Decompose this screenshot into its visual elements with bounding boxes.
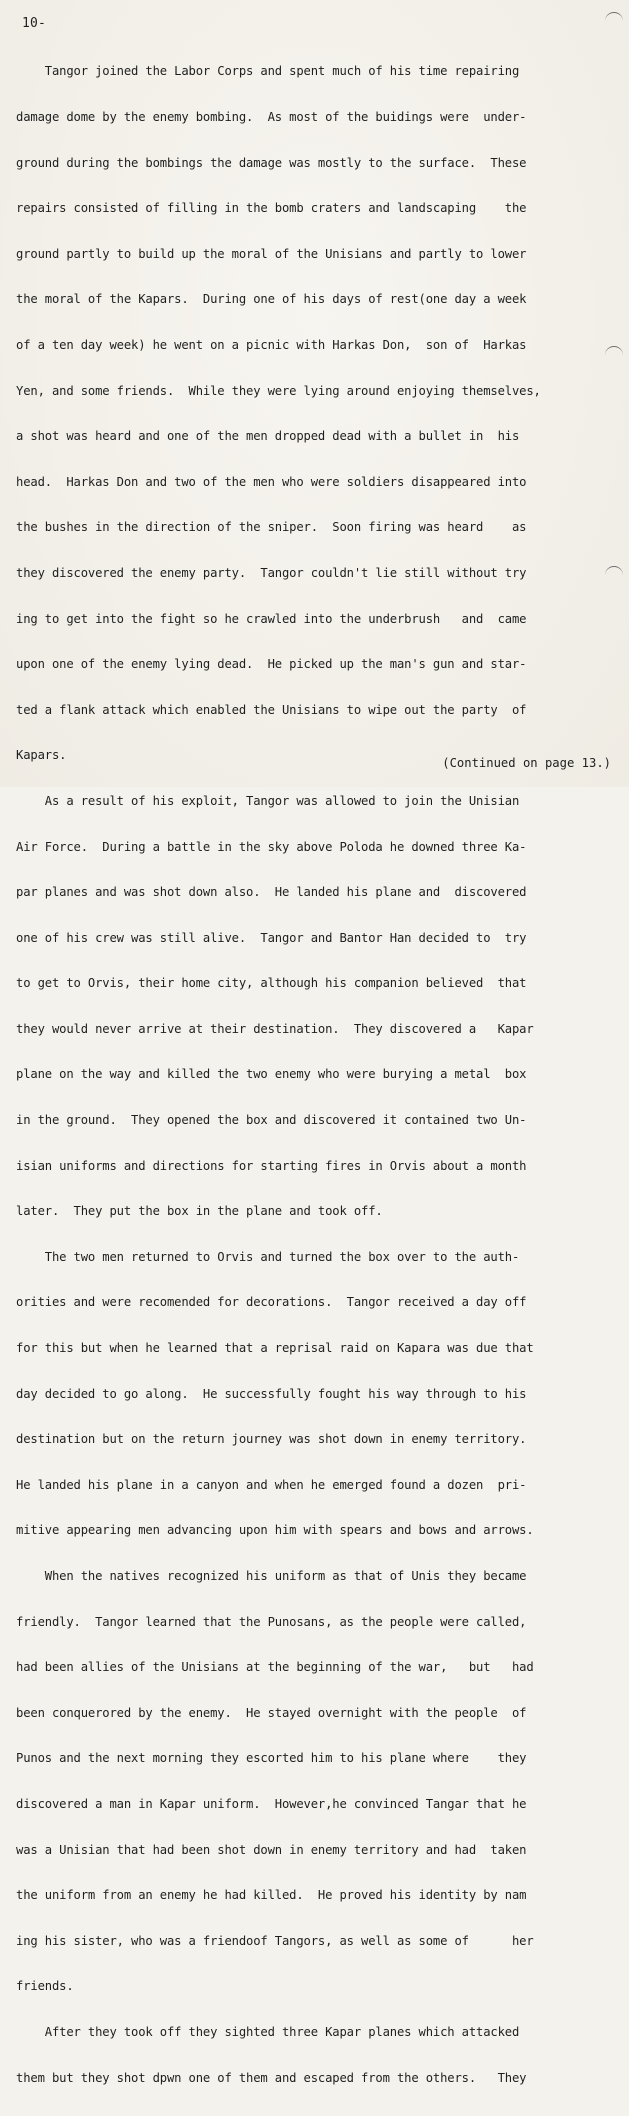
body-text — [16, 34, 616, 2116]
body-line: ground partly to build up the moral of the Unisians and partly to lower — [16, 246, 527, 261]
scan-mark-top-right — [605, 12, 623, 23]
body-line: in the ground. They opened the box and discovered it contained two Un- — [16, 1113, 527, 1128]
body-line: damage dome by the enemy bombing. As most of the buidings were under- — [16, 110, 527, 124]
body-line: ground during the bombings the damage was mostly to the surface. These — [16, 155, 527, 170]
body-line: plane on the way and killed the two enemy who were burying a metal box — [16, 1067, 527, 1082]
body-line: Punos and the next morning they escorted him to his plane where they — [16, 1751, 527, 1766]
body-line: After they took off they sighted three Kapar planes which attacked — [16, 2024, 520, 2039]
body-line: Tangor joined the Labor Corps and spent much of his time repairing — [16, 64, 520, 79]
body-line: Yen, and some friends. While they were lying around enjoying themselves, — [16, 383, 541, 398]
body-line: friendly. Tangor learned that the Punosans, as the people were called, — [16, 1614, 527, 1629]
body-line: isian uniforms and directions for starting fires in Orvis about a month — [16, 1158, 527, 1173]
body-line: to get to Orvis, their home city, although his companion believed that — [16, 976, 527, 991]
body-line: When the natives recognized his uniform as that of Unis they became — [16, 1569, 527, 1583]
body-line: repairs consisted of filling in the bomb craters and landscaping the — [16, 201, 527, 216]
page-number: 10- — [22, 16, 47, 31]
body-line: head. Harkas Don and two of the men who were soldiers disappeared into — [16, 474, 527, 489]
body-line: later. They put the box in the plane and took off. — [16, 1204, 383, 1219]
body-line: ing to get into the fight so he crawled into the underbrush and came — [16, 611, 527, 626]
body-line: day decided to go along. He successfully fought his way through to his — [16, 1386, 527, 1401]
body-line: the bushes in the direction of the sniper. Soon firing was heard as — [16, 520, 527, 535]
body-line: ing his sister, who was a friendoof Tangors, as well as some of her — [16, 1933, 534, 1948]
body-line: mitive appearing men advancing upon him with spears and bows and arrows. — [16, 1523, 534, 1538]
body-line: par planes and was shot down also. He landed his plane and discovered — [16, 885, 527, 900]
body-line: ted a flank attack which enabled the Unisians to wipe out the party of — [16, 702, 527, 717]
body-line: had been allies of the Unisians at the beginning of the war, but had — [16, 1660, 534, 1675]
body-line: been conquerored by the enemy. He stayed overnight with the people of — [16, 1705, 527, 1720]
body-line: for this but when he learned that a reprisal raid on Kapara was due that — [16, 1341, 534, 1356]
body-line: the moral of the Kapars. During one of his days of rest(one day a week — [16, 292, 527, 307]
body-line: upon one of the enemy lying dead. He picked up the man's gun and star- — [16, 657, 527, 672]
body-line: destination but on the return journey was shot down in enemy territory. — [16, 1432, 527, 1447]
body-line: The two men returned to Orvis and turned the box over to the auth- — [16, 1249, 520, 1264]
body-line: a shot was heard and one of the men dropped dead with a bullet in his — [16, 429, 520, 444]
body-line: Air Force. During a battle in the sky above Poloda he downed three Ka- — [16, 839, 527, 854]
body-line: As a result of his exploit, Tangor was allowed to join the Unisian — [16, 793, 520, 808]
body-line: orities and were recomended for decorations. Tangor received a day off — [16, 1295, 527, 1310]
body-line: discovered a man in Kapar uniform. However,he convinced Tangar that he — [16, 1796, 527, 1811]
body-line: was a Unisian that had been shot down in enemy territory and had taken — [16, 1842, 527, 1857]
body-line: He landed his plane in a canyon and when he emerged found a dozen pri- — [16, 1477, 527, 1492]
body-line: the uniform from an enemy he had killed. He proved his identity by nam — [16, 1888, 527, 1903]
body-line: Kapars. — [16, 748, 67, 763]
body-line: friends. — [16, 1979, 74, 1994]
body-line: they discovered the enemy party. Tangor couldn't lie still without try — [16, 565, 527, 580]
body-line: them but they shot dpwn one of them and escaped from the others. They — [16, 2070, 527, 2085]
body-line: of a ten day week) he went on a picnic with Harkas Don, son of Harkas — [16, 337, 527, 352]
body-line: one of his crew was still alive. Tangor and Bantor Han decided to try — [16, 930, 527, 945]
body-line: they would never arrive at their destination. They discovered a Kapar — [16, 1021, 534, 1036]
continued-note: (Continued on page 13.) — [442, 756, 611, 770]
